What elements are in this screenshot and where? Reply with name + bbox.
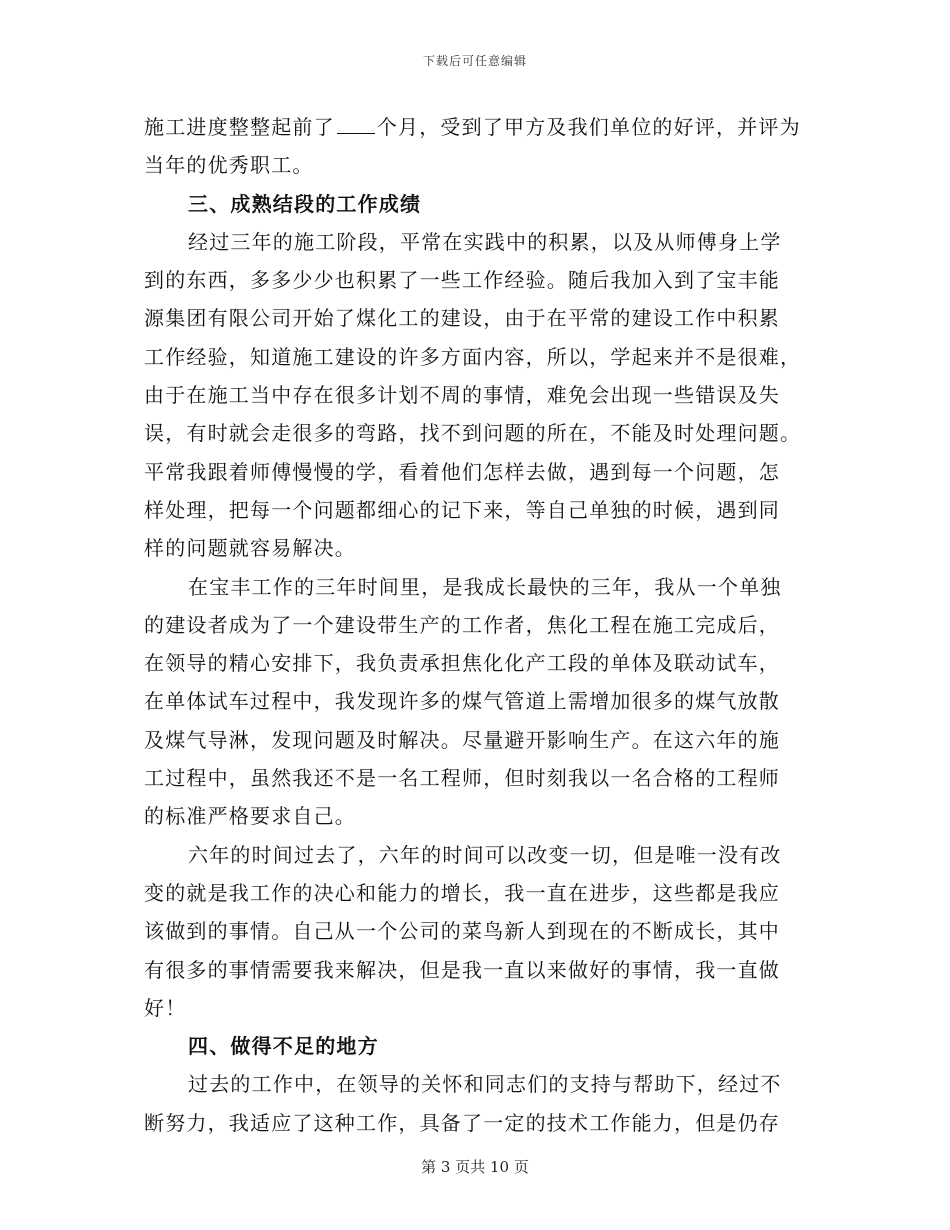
- text-line: 过去的工作中，在领导的关怀和同志们的支持与帮助下，经过不: [188, 1072, 782, 1097]
- text-line: 在领导的精心安排下，我负责承担焦化化产工段的单体及联动试车，: [144, 651, 780, 676]
- fill-in-blank: [337, 117, 375, 134]
- text-line: 样的问题就容易解决。: [144, 536, 356, 561]
- text-line: 六年的时间过去了，六年的时间可以改变一切，但是唯一没有改: [188, 842, 782, 867]
- text-line: 源集团有限公司开始了煤化工的建设，由于在平常的建设工作中积累: [144, 306, 780, 331]
- text-line: 在宝丰工作的三年时间里，是我成长最快的三年，我从一个单独: [188, 574, 782, 599]
- text-line: 工作经验，知道施工建设的许多方面内容，所以，学起来并不是很难，: [144, 344, 802, 369]
- text-line: [144, 108, 808, 146]
- text-line: 在单体试车过程中，我发现许多的煤气管道上需增加很多的煤气放散: [144, 689, 780, 714]
- section-heading-3: 三、成熟结段的工作成绩: [188, 191, 422, 216]
- section-heading-4: 四、做得不足的地方: [188, 1034, 379, 1059]
- text-line: 断努力，我适应了这种工作，具备了一定的技术工作能力，但是仍存: [144, 1110, 780, 1135]
- text-line: 样处理，把每一个问题都细心的记下来，等自己单独的时候，遇到同: [144, 497, 780, 522]
- text-line: 好！: [144, 995, 187, 1020]
- text-line: 变的就是我工作的决心和能力的增长，我一直在进步，这些都是我应: [144, 880, 780, 905]
- text-line: 的建设者成为了一个建设带生产的工作者，焦化工程在施工完成后，: [144, 612, 780, 637]
- page-footer: 第 3 页共 10 页: [421, 1158, 529, 1176]
- text-line: 当年的优秀职工。: [144, 153, 314, 178]
- page-header: 下载后可任意编辑: [422, 54, 527, 68]
- text-line: 的标准严格要求自己。: [144, 804, 356, 829]
- text-line: 工过程中，虽然我还不是一名工程师，但时刻我以一名合格的工程师: [144, 766, 780, 791]
- text-line: 经过三年的施工阶段，平常在实践中的积累，以及从师傅身上学: [188, 229, 782, 254]
- text-line: 平常我跟着师傅慢慢的学，看着他们怎样去做，遇到每一个问题，怎: [144, 459, 780, 484]
- text-fragment: 个月，受到了甲方及我们单位的好评，并评为: [376, 115, 801, 139]
- text-line: 到的东西，多多少少也积累了一些工作经验。随后我加入到了宝丰能: [144, 268, 780, 293]
- text-fragment: 施工进度整整起前了: [144, 115, 335, 139]
- text-line: 该做到的事情。自己从一个公司的菜鸟新人到现在的不断成长，其中: [144, 919, 780, 944]
- text-line: 有很多的事情需要我来解决，但是我一直以来做好的事情，我一直做: [144, 957, 780, 982]
- text-line: 误，有时就会走很多的弯路，找不到问题的所在，不能及时处理问题。: [144, 421, 802, 446]
- document-body: [144, 108, 808, 1142]
- text-line: 及煤气导淋，发现问题及时解决。尽量避开影响生产。在这六年的施: [144, 727, 780, 752]
- text-line: 由于在施工当中存在很多计划不周的事情，难免会出现一些错误及失: [144, 383, 780, 408]
